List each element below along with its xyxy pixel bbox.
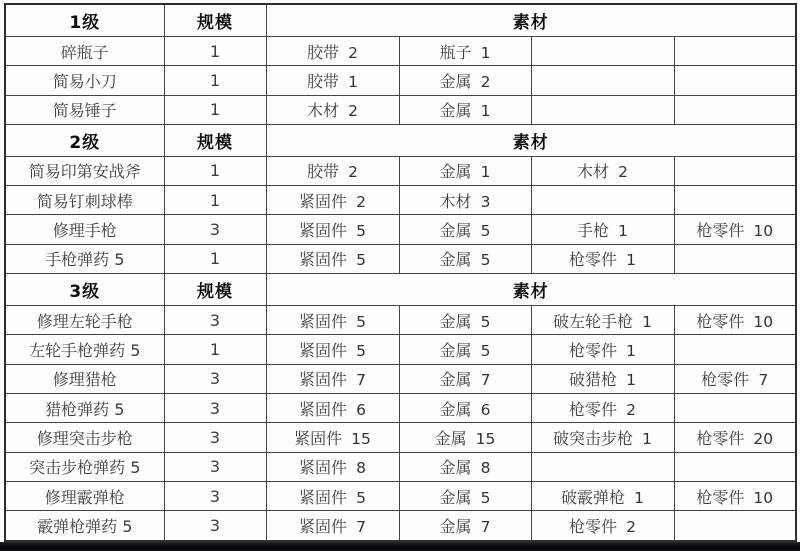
scale-cell: 3: [164, 393, 266, 422]
item-name-cell: 简易锤子: [5, 95, 164, 124]
material-cell: [399, 305, 531, 334]
material-qty-label: 20: [753, 429, 774, 448]
material-cell: [266, 423, 399, 452]
material-entry: [561, 485, 644, 508]
material-entry: [569, 338, 636, 361]
material-item-label: 紧固件: [299, 221, 348, 241]
scale-header-cell: 规模: [164, 4, 266, 36]
item-name-cell: 猎枪弹药 5: [5, 393, 164, 422]
material-entry: [701, 367, 768, 390]
material-cell: [531, 215, 674, 244]
material-qty-label: 5: [480, 222, 491, 241]
material-cell: [531, 66, 674, 95]
material-cell: [674, 66, 796, 95]
material-entry: [440, 159, 491, 182]
material-item-label: 金属: [439, 221, 472, 241]
material-qty-label: 1: [618, 222, 628, 241]
material-item-label: 木材: [577, 162, 610, 182]
material-entry: [307, 40, 358, 63]
level-label-cell: 2级: [5, 124, 164, 156]
material-cell: [399, 244, 531, 273]
material-entry: [299, 367, 366, 390]
material-item-label: 破霰弹枪: [561, 487, 626, 507]
material-qty-label: 2: [618, 163, 628, 182]
material-cell: [674, 423, 796, 452]
material-item-label: 枪零件: [569, 517, 618, 537]
material-cell: [531, 481, 674, 510]
material-entry: [696, 485, 773, 508]
material-item-label: 金属: [439, 250, 472, 270]
material-cell: [531, 364, 674, 393]
scale-cell: 3: [164, 305, 266, 334]
material-item-label: 胶带: [307, 42, 340, 62]
material-cell: [399, 393, 531, 422]
material-cell: [399, 335, 531, 364]
item-name-cell: 修理手枪: [5, 215, 164, 244]
scale-cell: 3: [164, 481, 266, 510]
recipe-row: [5, 215, 796, 244]
material-item-label: 紧固件: [299, 340, 348, 360]
material-item-label: 破突击步枪: [553, 428, 634, 448]
material-entry: [696, 426, 773, 449]
material-item-label: 枪零件: [569, 250, 618, 270]
scale-cell: 1: [164, 95, 266, 124]
level-label-cell: 1级: [5, 4, 164, 36]
recipe-row: [5, 511, 796, 541]
recipe-row: [5, 66, 796, 95]
material-entry: [569, 397, 636, 420]
material-cell: [266, 393, 399, 422]
material-item-label: 金属: [439, 71, 472, 91]
material-cell: [674, 335, 796, 364]
material-qty-label: 1: [634, 488, 644, 507]
material-entry: [299, 455, 366, 478]
material-qty-label: 2: [626, 400, 636, 419]
material-item-label: 胶带: [307, 71, 340, 91]
section-header-row: [5, 274, 796, 306]
material-cell: [266, 244, 399, 273]
material-cell: [531, 95, 674, 124]
material-cell: [674, 393, 796, 422]
material-qty-label: 5: [480, 488, 491, 507]
material-item-label: 紧固件: [299, 487, 348, 507]
level-label-cell: 3级: [5, 274, 164, 306]
scale-cell: 3: [164, 364, 266, 393]
scale-cell: 1: [164, 66, 266, 95]
material-item-label: 金属: [439, 162, 472, 182]
item-name-cell: 手枪弹药 5: [5, 244, 164, 273]
material-qty-label: 1: [480, 43, 491, 62]
section-header-row: [5, 4, 796, 36]
recipe-row: [5, 95, 796, 124]
material-cell: [399, 452, 531, 481]
recipe-row: [5, 335, 796, 364]
recipe-row: [5, 481, 796, 510]
material-item-label: 金属: [434, 428, 467, 448]
scale-cell: 1: [164, 244, 266, 273]
material-cell: [399, 481, 531, 510]
scale-cell: 3: [164, 452, 266, 481]
material-item-label: 枪零件: [696, 311, 745, 331]
scale-header-cell: 规模: [164, 124, 266, 156]
material-cell: [399, 95, 531, 124]
material-entry: [299, 218, 366, 241]
material-cell: [531, 423, 674, 452]
material-cell: [531, 156, 674, 185]
material-entry: [569, 514, 636, 537]
material-qty-label: 5: [480, 312, 491, 331]
recipe-row: [5, 36, 796, 65]
material-cell: [399, 423, 531, 452]
materials-header-cell: 素材: [266, 124, 796, 156]
material-cell: [531, 452, 674, 481]
material-entry: [299, 309, 366, 332]
recipe-row: [5, 452, 796, 481]
material-cell: [674, 511, 796, 541]
material-qty-label: 5: [356, 488, 366, 507]
material-qty-label: 2: [356, 192, 366, 211]
recipe-row: [5, 305, 796, 334]
material-qty-label: 15: [351, 429, 371, 448]
material-entry: [435, 426, 496, 449]
item-name-cell: 霰弹枪弹药 5: [5, 511, 164, 541]
recipe-row: [5, 364, 796, 393]
material-entry: [299, 514, 366, 537]
material-item-label: 金属: [439, 399, 472, 419]
material-item-label: 金属: [439, 487, 472, 507]
item-name-cell: 修理霰弹枪: [5, 481, 164, 510]
item-name-cell: 简易印第安战斧: [5, 156, 164, 185]
material-entry: [294, 426, 371, 449]
material-cell: [399, 364, 531, 393]
material-item-label: 破猎枪: [569, 370, 618, 390]
material-item-label: 枪零件: [569, 340, 618, 360]
material-qty-label: 2: [348, 163, 358, 182]
material-item-label: 金属: [439, 370, 472, 390]
material-entry: [440, 69, 491, 92]
material-item-label: 枪零件: [569, 399, 618, 419]
material-item-label: 枪零件: [701, 370, 750, 390]
material-item-label: 紧固件: [299, 250, 348, 270]
scale-cell: 3: [164, 215, 266, 244]
material-item-label: 紧固件: [299, 311, 348, 331]
item-name-cell: 简易钉刺球棒: [5, 186, 164, 215]
material-qty-label: 2: [480, 72, 491, 91]
material-qty-label: 5: [480, 341, 491, 360]
material-qty-label: 2: [348, 102, 358, 121]
material-cell: [266, 186, 399, 215]
material-item-label: 紧固件: [299, 370, 348, 390]
item-name-cell: 左轮手枪弹药 5: [5, 335, 164, 364]
material-qty-label: 7: [480, 518, 491, 537]
material-cell: [399, 511, 531, 541]
material-qty-label: 1: [626, 371, 636, 390]
material-entry: [299, 189, 366, 212]
bottom-black-bar: [0, 542, 800, 551]
material-qty-label: 6: [356, 400, 366, 419]
scale-cell: 1: [164, 186, 266, 215]
material-entry: [440, 514, 491, 537]
item-name-cell: 修理突击步枪: [5, 423, 164, 452]
material-cell: [531, 36, 674, 65]
material-qty-label: 1: [348, 72, 358, 91]
material-item-label: 金属: [439, 458, 472, 478]
material-entry: [440, 397, 491, 420]
item-name-cell: 修理左轮手枪: [5, 305, 164, 334]
material-cell: [266, 335, 399, 364]
material-cell: [531, 305, 674, 334]
material-qty-label: 3: [480, 192, 491, 211]
material-entry: [440, 367, 491, 390]
material-cell: [674, 95, 796, 124]
material-entry: [299, 247, 366, 270]
material-item-label: 金属: [439, 517, 472, 537]
material-qty-label: 15: [475, 429, 496, 448]
material-entry: [696, 309, 773, 332]
material-cell: [674, 364, 796, 393]
material-cell: [674, 305, 796, 334]
material-qty-label: 1: [480, 102, 491, 121]
material-qty-label: 7: [758, 371, 769, 390]
recipe-row: [5, 423, 796, 452]
material-item-label: 瓶子: [439, 42, 472, 62]
scale-cell: 1: [164, 156, 266, 185]
material-qty-label: 10: [753, 222, 774, 241]
material-qty-label: 8: [356, 459, 366, 478]
item-name-cell: 简易小刀: [5, 66, 164, 95]
material-item-label: 枪零件: [696, 221, 745, 241]
material-cell: [674, 452, 796, 481]
material-qty-label: 10: [753, 488, 774, 507]
material-qty-label: 5: [356, 222, 366, 241]
material-item-label: 紧固件: [299, 458, 348, 478]
material-qty-label: 2: [348, 43, 358, 62]
material-qty-label: 1: [626, 341, 636, 360]
material-cell: [531, 186, 674, 215]
material-qty-label: 5: [356, 341, 366, 360]
material-item-label: 紧固件: [299, 191, 348, 211]
material-item-label: 金属: [439, 101, 472, 121]
material-cell: [399, 215, 531, 244]
material-entry: [440, 455, 491, 478]
material-cell: [266, 36, 399, 65]
material-cell: [399, 156, 531, 185]
material-item-label: 枪零件: [696, 487, 745, 507]
material-item-label: 木材: [307, 101, 340, 121]
material-qty-label: 10: [753, 312, 774, 331]
material-entry: [577, 218, 628, 241]
material-cell: [674, 215, 796, 244]
material-item-label: 手枪: [577, 221, 610, 241]
item-name-cell: 碎瓶子: [5, 36, 164, 65]
material-cell: [674, 156, 796, 185]
material-cell: [266, 364, 399, 393]
material-entry: [307, 69, 358, 92]
material-entry: [553, 309, 652, 332]
material-item-label: 木材: [439, 191, 472, 211]
recipe-row: [5, 244, 796, 273]
material-entry: [299, 485, 366, 508]
material-entry: [553, 426, 652, 449]
material-qty-label: 8: [480, 459, 491, 478]
material-qty-label: 6: [480, 400, 491, 419]
material-entry: [569, 247, 636, 270]
recipe-row: [5, 393, 796, 422]
material-item-label: 紧固件: [299, 399, 348, 419]
scale-header-cell: 规模: [164, 274, 266, 306]
item-name-cell: 突击步枪弹药 5: [5, 452, 164, 481]
material-qty-label: 5: [356, 312, 366, 331]
material-qty-label: 7: [356, 371, 366, 390]
scale-cell: 1: [164, 335, 266, 364]
material-item-label: 紧固件: [299, 517, 348, 537]
material-qty-label: 5: [480, 251, 491, 270]
material-cell: [674, 244, 796, 273]
material-cell: [266, 305, 399, 334]
material-entry: [307, 159, 358, 182]
material-qty-label: 7: [480, 371, 491, 390]
material-entry: [440, 338, 491, 361]
craft-tbody: [5, 4, 796, 541]
material-cell: [266, 215, 399, 244]
material-item-label: 胶带: [307, 162, 340, 182]
crafting-recipe-table: [4, 3, 797, 542]
material-cell: [266, 66, 399, 95]
material-entry: [440, 309, 491, 332]
material-entry: [440, 218, 491, 241]
material-entry: [696, 218, 773, 241]
material-cell: [674, 36, 796, 65]
materials-header-cell: 素材: [266, 4, 796, 36]
recipe-row: [5, 186, 796, 215]
scale-cell: 3: [164, 511, 266, 541]
material-item-label: 紧固件: [294, 428, 343, 448]
material-cell: [399, 66, 531, 95]
material-item-label: 枪零件: [696, 428, 745, 448]
scale-cell: 1: [164, 36, 266, 65]
material-item-label: 金属: [439, 340, 472, 360]
material-item-label: 破左轮手枪: [553, 311, 634, 331]
material-entry: [577, 159, 628, 182]
material-entry: [440, 40, 491, 63]
material-entry: [440, 189, 491, 212]
material-cell: [531, 244, 674, 273]
materials-header-cell: 素材: [266, 274, 796, 306]
material-qty-label: 1: [642, 429, 652, 448]
material-cell: [399, 36, 531, 65]
material-cell: [531, 511, 674, 541]
recipe-row: [5, 156, 796, 185]
material-entry: [307, 98, 358, 121]
scale-cell: 3: [164, 423, 266, 452]
material-qty-label: 5: [356, 251, 366, 270]
item-name-cell: 修理猎枪: [5, 364, 164, 393]
material-qty-label: 1: [642, 312, 652, 331]
material-cell: [266, 156, 399, 185]
material-cell: [266, 481, 399, 510]
section-header-row: [5, 124, 796, 156]
material-entry: [440, 485, 491, 508]
material-cell: [531, 393, 674, 422]
material-cell: [266, 511, 399, 541]
material-entry: [569, 367, 636, 390]
material-item-label: 金属: [439, 311, 472, 331]
material-cell: [531, 335, 674, 364]
material-cell: [674, 186, 796, 215]
material-cell: [674, 481, 796, 510]
material-entry: [299, 397, 366, 420]
material-cell: [399, 186, 531, 215]
material-qty-label: 1: [480, 163, 491, 182]
material-qty-label: 2: [626, 518, 636, 537]
material-entry: [299, 338, 366, 361]
material-entry: [440, 247, 491, 270]
material-qty-label: 1: [626, 251, 636, 270]
material-cell: [266, 452, 399, 481]
material-qty-label: 7: [356, 518, 366, 537]
material-entry: [440, 98, 491, 121]
material-cell: [266, 95, 399, 124]
